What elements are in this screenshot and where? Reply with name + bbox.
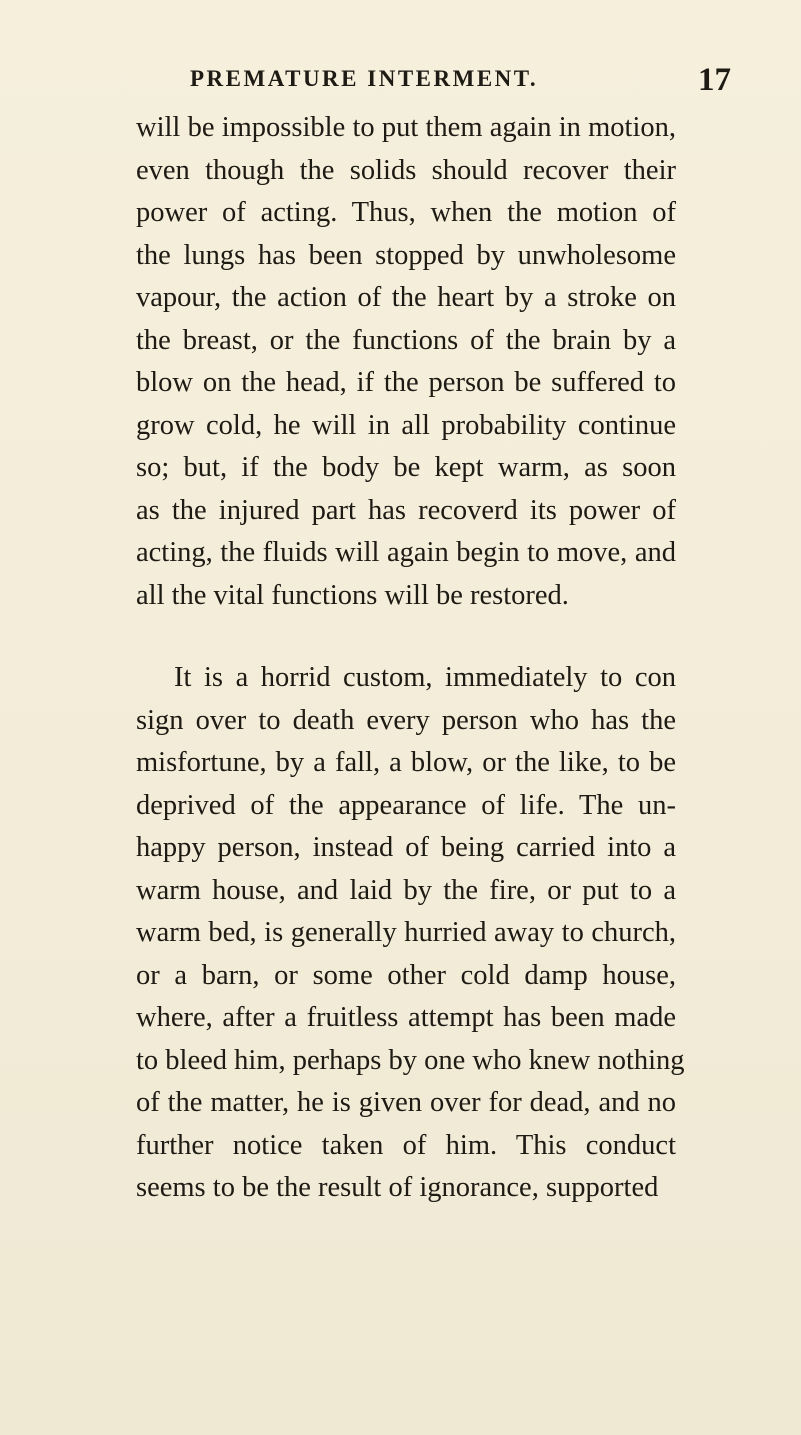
text-line: warm bed, is generally hurried away to church, — [136, 917, 676, 948]
text-line: where, after a fruitless attempt has been made — [136, 1002, 676, 1033]
text-line: as the injured part has recoverd its power of — [136, 494, 676, 526]
text-line: seems to be the result of ignorance, supported — [136, 1172, 659, 1203]
text-line: power of acting. Thus, when the motion of — [136, 197, 676, 228]
text-line: warm house, and laid by the fire, or put to a — [136, 874, 676, 906]
page-number: 17 — [698, 62, 731, 98]
text-line: deprived of the appearance of life. The un- — [136, 789, 676, 821]
text-line: happy person, instead of being carried into a — [136, 832, 676, 863]
text-line: all the vital functions will be restored. — [136, 579, 569, 611]
text-line: the breast, or the functions of the brain by a — [136, 324, 676, 356]
text-line: grow cold, he will in all probability continue — [136, 409, 676, 441]
text-line: It is a horrid custom, immediately to con — [174, 662, 676, 693]
body-text — [136, 107, 685, 1210]
paragraph-2 — [136, 657, 685, 1210]
text-line: vapour, the action of the heart by a stroke on — [136, 282, 676, 313]
text-line: misfortune, by a fall, a blow, or the like, to be — [136, 747, 676, 778]
text-line: sign over to death every person who has the — [136, 704, 676, 736]
running-title: PREMATURE INTERMENT. — [190, 66, 539, 91]
text-line: will be impossible to put them again in motion, — [136, 112, 676, 143]
page-header — [0, 62, 801, 106]
text-line: further notice taken of him. This conduct — [136, 1129, 676, 1161]
text-line: the lungs has been stopped by unwholesome — [136, 239, 676, 271]
text-line: so; but, if the body be kept warm, as soon — [136, 452, 676, 483]
text-line: acting, the fluids will again begin to move, and — [136, 537, 676, 568]
paragraph-gap — [136, 617, 676, 657]
text-line: blow on the head, if the person be suffered to — [136, 367, 676, 398]
text-line: to bleed him, perhaps by one who knew nothing — [136, 1044, 685, 1076]
paragraph-1 — [136, 107, 676, 617]
text-line: or a barn, or some other cold damp house, — [136, 959, 676, 991]
text-line: of the matter, he is given over for dead, and no — [136, 1087, 676, 1118]
text-line: even though the solids should recover their — [136, 154, 676, 186]
